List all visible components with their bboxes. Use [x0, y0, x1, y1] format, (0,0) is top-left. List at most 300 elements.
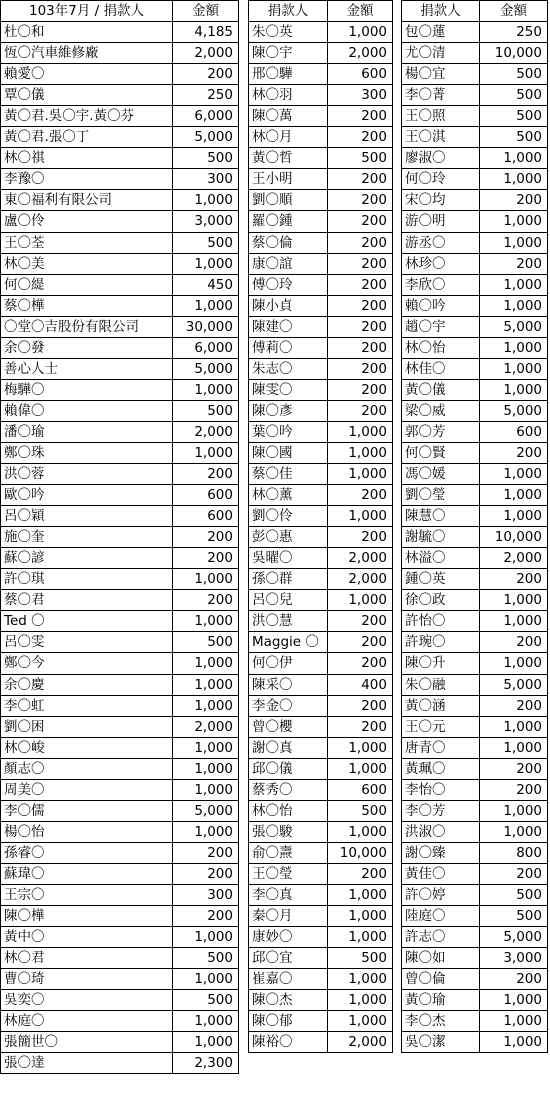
donation-amount: 500 [480, 64, 548, 85]
donation-amount: 1,000 [328, 927, 393, 948]
table-row [249, 548, 393, 569]
table-row [249, 695, 393, 716]
donation-amount: 1,000 [328, 506, 393, 527]
donation-amount: 200 [173, 548, 239, 569]
donation-amount: 200 [480, 969, 548, 990]
donor-name: 王〇淇 [402, 127, 480, 148]
table-row [402, 106, 548, 127]
donor-header: 捐款人 [402, 1, 480, 22]
donor-name: 楊〇怡 [1, 821, 173, 842]
table-row [402, 485, 548, 506]
table-row [249, 884, 393, 905]
donor-name: 林〇怡 [249, 800, 328, 821]
donor-name: 曹〇琦 [1, 969, 173, 990]
donor-name: 陳〇升 [402, 653, 480, 674]
donation-amount: 1,000 [328, 906, 393, 927]
donor-name: 蔡〇君 [1, 590, 173, 611]
donation-amount: 1,000 [173, 695, 239, 716]
donor-name: 歐〇吟 [1, 485, 173, 506]
donation-amount: 200 [328, 695, 393, 716]
donation-amount: 200 [480, 253, 548, 274]
donor-name: 林〇怡 [402, 337, 480, 358]
table-row [1, 485, 239, 506]
donor-name: 賴偉〇 [1, 400, 173, 421]
donation-amount: 500 [480, 884, 548, 905]
donor-name: 許琬〇 [402, 632, 480, 653]
donation-amount: 300 [328, 85, 393, 106]
donor-name: 蔡〇佳 [249, 464, 328, 485]
donation-amount: 1,000 [328, 884, 393, 905]
table-row [249, 148, 393, 169]
donation-amount: 1,000 [328, 758, 393, 779]
donor-name: 王〇荃 [1, 232, 173, 253]
table-row [1, 232, 239, 253]
donation-amount: 500 [480, 127, 548, 148]
donation-amount: 2,000 [173, 716, 239, 737]
donation-amount: 1,000 [173, 821, 239, 842]
table-row [402, 274, 548, 295]
table-row [1, 821, 239, 842]
table-row [402, 906, 548, 927]
donation-amount: 5,000 [480, 927, 548, 948]
donor-name: 唐青〇 [402, 737, 480, 758]
donation-amount: 200 [480, 863, 548, 884]
donor-name: 鄭〇珠 [1, 442, 173, 463]
table-row [1, 737, 239, 758]
donation-amount: 500 [480, 906, 548, 927]
table-body [402, 22, 548, 1053]
donor-name: 顏志〇 [1, 758, 173, 779]
donor-name: 朱志〇 [249, 358, 328, 379]
table-row [1, 442, 239, 463]
table-row [249, 400, 393, 421]
table-row [1, 211, 239, 232]
donation-amount: 5,000 [173, 358, 239, 379]
donation-amount: 1,000 [328, 421, 393, 442]
donor-name: 黃〇君.張〇丁 [1, 127, 173, 148]
donor-name: 陳〇國 [249, 442, 328, 463]
table-row [1, 148, 239, 169]
donor-name: Maggie 〇 [249, 632, 328, 653]
donor-name: 陳采〇 [249, 674, 328, 695]
donor-name: 邱〇儀 [249, 758, 328, 779]
donation-amount: 2,000 [328, 548, 393, 569]
donor-name: 吳奕〇 [1, 990, 173, 1011]
donor-name: 黃〇儀 [402, 379, 480, 400]
donor-name: 林〇君 [1, 948, 173, 969]
table-row [249, 64, 393, 85]
donation-amount: 1,000 [480, 274, 548, 295]
donor-name: 郭〇芳 [402, 421, 480, 442]
donation-amount: 800 [480, 842, 548, 863]
donor-name: Ted 〇 [1, 611, 173, 632]
donor-name: 林珍〇 [402, 253, 480, 274]
donation-amount: 200 [328, 106, 393, 127]
donor-name: 許志〇 [402, 927, 480, 948]
table-row [402, 716, 548, 737]
donation-amount: 600 [173, 506, 239, 527]
table-row [249, 1011, 393, 1032]
donor-name: 游〇明 [402, 211, 480, 232]
table-row [1, 400, 239, 421]
donor-name: 呂〇兒 [249, 590, 328, 611]
table-row [249, 22, 393, 43]
table-row [249, 569, 393, 590]
table-row [1, 1053, 239, 1074]
donor-name: 黃〇君.吳〇宇.黃〇芬 [1, 106, 173, 127]
table-row [402, 527, 548, 548]
donor-name: 張簡世〇 [1, 1032, 173, 1053]
donor-name: 陳裕〇 [249, 1032, 328, 1053]
donation-amount: 200 [328, 295, 393, 316]
donation-amount: 200 [328, 358, 393, 379]
table-row [1, 22, 239, 43]
donation-amount: 1,000 [480, 379, 548, 400]
donation-amount: 1,000 [328, 1011, 393, 1032]
table-row [402, 421, 548, 442]
donation-amount: 1,000 [328, 990, 393, 1011]
donation-amount: 1,000 [480, 464, 548, 485]
donor-name: 吳〇潔 [402, 1032, 480, 1053]
table-row [402, 442, 548, 463]
table-row [402, 295, 548, 316]
table-row [1, 1011, 239, 1032]
donation-amount: 200 [328, 716, 393, 737]
table-row [249, 948, 393, 969]
donor-name: 康妙〇 [249, 927, 328, 948]
donor-name: 李欣〇 [402, 274, 480, 295]
donor-name: 劉〇瑩 [402, 485, 480, 506]
table-row [1, 127, 239, 148]
donor-header: 103年7月 / 捐款人 [1, 1, 173, 22]
table-row [1, 632, 239, 653]
donation-amount: 10,000 [480, 527, 548, 548]
table-row [402, 800, 548, 821]
donor-name: 蔡〇倫 [249, 232, 328, 253]
donation-amount: 1,000 [480, 148, 548, 169]
table-row [1, 948, 239, 969]
table-row [249, 169, 393, 190]
donor-name: 陳〇樺 [1, 906, 173, 927]
donor-name: 陳雯〇 [249, 379, 328, 400]
donation-amount: 200 [328, 611, 393, 632]
donation-amount: 1,000 [328, 821, 393, 842]
donation-amount: 1,000 [173, 442, 239, 463]
donation-amount: 1,000 [480, 990, 548, 1011]
table-row [402, 737, 548, 758]
donation-amount: 4,185 [173, 22, 239, 43]
table-row [402, 884, 548, 905]
donation-amount: 200 [328, 232, 393, 253]
donation-amount: 1,000 [173, 779, 239, 800]
donor-name: 曾〇倫 [402, 969, 480, 990]
donation-amount: 2,300 [173, 1053, 239, 1074]
donor-name: 潘〇瑜 [1, 421, 173, 442]
donation-amount: 1,000 [173, 611, 239, 632]
table-row [1, 758, 239, 779]
table-row [249, 863, 393, 884]
donor-name: 覃〇儀 [1, 85, 173, 106]
donor-name: 謝〇臻 [402, 842, 480, 863]
table-row [402, 190, 548, 211]
donor-name: 陳〇杰 [249, 990, 328, 1011]
table-row [1, 800, 239, 821]
table-row [1, 863, 239, 884]
donation-amount: 1,000 [328, 737, 393, 758]
table-row [402, 43, 548, 64]
donor-name: 趙〇宇 [402, 316, 480, 337]
table-row [402, 779, 548, 800]
donation-amount: 600 [480, 421, 548, 442]
table-row [249, 842, 393, 863]
table-row [249, 421, 393, 442]
donor-name: 何〇伊 [249, 653, 328, 674]
table-row [249, 274, 393, 295]
donation-amount: 500 [173, 990, 239, 1011]
donation-amount: 500 [328, 148, 393, 169]
table-header-row [1, 1, 239, 22]
donor-name: 黃〇涵 [402, 695, 480, 716]
donation-amount: 200 [480, 569, 548, 590]
donation-amount: 1,000 [173, 653, 239, 674]
table-header-row [249, 1, 393, 22]
donation-amount: 200 [328, 337, 393, 358]
donor-name: 林〇月 [249, 127, 328, 148]
donation-amount: 500 [173, 948, 239, 969]
table-row [1, 569, 239, 590]
table-row [249, 737, 393, 758]
donation-amount: 1,000 [328, 442, 393, 463]
table-row [249, 464, 393, 485]
donor-name: 傅莉〇 [249, 337, 328, 358]
donor-name: 劉〇困 [1, 716, 173, 737]
donor-name: 林佳〇 [402, 358, 480, 379]
table-row [1, 884, 239, 905]
table-row [402, 316, 548, 337]
donor-name: 王〇元 [402, 716, 480, 737]
donation-amount: 10,000 [480, 43, 548, 64]
donor-name: 盧〇伶 [1, 211, 173, 232]
table-row [249, 190, 393, 211]
donation-amount: 1,000 [173, 674, 239, 695]
donation-amount: 200 [328, 253, 393, 274]
donation-amount: 5,000 [480, 400, 548, 421]
table-row [1, 906, 239, 927]
donation-amount: 200 [173, 863, 239, 884]
donor-name: 蘇瑋〇 [1, 863, 173, 884]
donor-name: 黃珮〇 [402, 758, 480, 779]
donation-amount: 1,000 [480, 506, 548, 527]
donation-amount: 200 [328, 379, 393, 400]
donor-name: 林〇羽 [249, 85, 328, 106]
donor-name: 周美〇 [1, 779, 173, 800]
donation-amount: 200 [173, 590, 239, 611]
donor-name: 孫睿〇 [1, 842, 173, 863]
table-row [249, 821, 393, 842]
donor-name: 黃〇哲 [249, 148, 328, 169]
donation-amount: 1,000 [480, 169, 548, 190]
donor-name: 張〇駿 [249, 821, 328, 842]
donor-name: 俞〇燾 [249, 842, 328, 863]
donor-name: 陳〇宇 [249, 43, 328, 64]
table-row [249, 969, 393, 990]
donation-amount: 200 [328, 274, 393, 295]
donation-amount: 1,000 [480, 232, 548, 253]
table-row [402, 969, 548, 990]
donation-amount: 200 [328, 863, 393, 884]
donation-amount: 1,000 [480, 800, 548, 821]
donor-name: 李金〇 [249, 695, 328, 716]
donation-amount: 250 [173, 85, 239, 106]
donation-amount: 5,000 [173, 800, 239, 821]
table-row [1, 716, 239, 737]
donation-amount: 1,000 [173, 1032, 239, 1053]
donor-name: 王宗〇 [1, 884, 173, 905]
donor-name: 游丞〇 [402, 232, 480, 253]
donor-name: 施〇奎 [1, 527, 173, 548]
donation-amount: 500 [173, 148, 239, 169]
donor-name: 朱〇英 [249, 22, 328, 43]
donor-name: 陳小貞 [249, 295, 328, 316]
table-row [1, 106, 239, 127]
table-row [249, 316, 393, 337]
donor-name: 何〇賢 [402, 442, 480, 463]
donation-amount: 200 [328, 485, 393, 506]
table-row [1, 464, 239, 485]
table-row [249, 674, 393, 695]
donor-name: 陳建〇 [249, 316, 328, 337]
donor-name: 謝〇真 [249, 737, 328, 758]
table-row [1, 506, 239, 527]
donation-amount: 6,000 [173, 337, 239, 358]
donor-name: 梁〇威 [402, 400, 480, 421]
donation-amount: 1,000 [173, 1011, 239, 1032]
donor-name: 洪〇慧 [249, 611, 328, 632]
donation-amount: 200 [328, 527, 393, 548]
donation-amount: 400 [328, 674, 393, 695]
donation-amount: 200 [480, 190, 548, 211]
donation-amount: 500 [480, 85, 548, 106]
donor-name: 〇堂〇吉股份有限公司 [1, 316, 173, 337]
donor-name: 蘇〇諺 [1, 548, 173, 569]
donation-amount: 200 [328, 316, 393, 337]
donation-amount: 1,000 [173, 379, 239, 400]
donor-name: 賴〇吟 [402, 295, 480, 316]
donor-name: 劉〇順 [249, 190, 328, 211]
table-row [1, 190, 239, 211]
table-row [1, 674, 239, 695]
table-row [402, 632, 548, 653]
table-row [402, 506, 548, 527]
table-row [402, 169, 548, 190]
donation-amount: 1,000 [173, 253, 239, 274]
table-row [249, 758, 393, 779]
table-row [402, 548, 548, 569]
table-row [402, 842, 548, 863]
table-row [249, 1032, 393, 1053]
donation-amount: 1,000 [480, 211, 548, 232]
donation-amount: 1,000 [480, 337, 548, 358]
donor-name: 王〇照 [402, 106, 480, 127]
table-row [402, 590, 548, 611]
table-row [1, 990, 239, 1011]
donation-amount: 3,000 [480, 948, 548, 969]
table-row [402, 64, 548, 85]
table-row [402, 1011, 548, 1032]
table-row [249, 927, 393, 948]
table-row [402, 674, 548, 695]
donor-name: 何〇玲 [402, 169, 480, 190]
donation-amount: 1,000 [173, 190, 239, 211]
donor-name: 劉〇伶 [249, 506, 328, 527]
donor-name: 林溢〇 [402, 548, 480, 569]
donor-name: 邱〇宜 [249, 948, 328, 969]
donation-amount: 3,000 [173, 211, 239, 232]
table-row [1, 527, 239, 548]
table-row [249, 106, 393, 127]
table-row [249, 232, 393, 253]
table-row [402, 400, 548, 421]
donation-amount: 600 [328, 779, 393, 800]
donation-amount: 200 [328, 400, 393, 421]
table-row [402, 379, 548, 400]
donor-name: 洪淑〇 [402, 821, 480, 842]
table-row [402, 337, 548, 358]
donor-name: 善心人士 [1, 358, 173, 379]
donation-amount: 500 [173, 232, 239, 253]
table-row [402, 232, 548, 253]
donor-name: 王小明 [249, 169, 328, 190]
donation-amount: 1,000 [173, 737, 239, 758]
table-row [1, 64, 239, 85]
table-row [249, 590, 393, 611]
donor-name: 何〇緹 [1, 274, 173, 295]
donation-amount: 200 [328, 190, 393, 211]
table-row [402, 821, 548, 842]
donation-amount: 1,000 [480, 295, 548, 316]
donor-name: 李怡〇 [402, 779, 480, 800]
donation-amount: 1,000 [480, 821, 548, 842]
donation-amount: 500 [480, 106, 548, 127]
donation-amount: 300 [173, 169, 239, 190]
donor-name: 孫〇群 [249, 569, 328, 590]
donor-name: 葉〇吟 [249, 421, 328, 442]
table-row [402, 695, 548, 716]
donation-amount: 200 [173, 464, 239, 485]
donor-name: 林〇祺 [1, 148, 173, 169]
table-body [249, 22, 393, 1053]
donor-name: 賴愛〇 [1, 64, 173, 85]
donor-name: 傅〇玲 [249, 274, 328, 295]
table-row [249, 379, 393, 400]
donor-header: 捐款人 [249, 1, 328, 22]
table-row [402, 127, 548, 148]
donor-name: 陳〇郁 [249, 1011, 328, 1032]
donation-amount: 500 [173, 400, 239, 421]
table-row [1, 85, 239, 106]
donation-amount: 600 [328, 64, 393, 85]
table-row [402, 211, 548, 232]
donation-amount: 200 [173, 906, 239, 927]
donor-name: 林〇薰 [249, 485, 328, 506]
donation-amount: 1,000 [480, 716, 548, 737]
donor-name: 朱〇融 [402, 674, 480, 695]
table-row [402, 358, 548, 379]
donor-name: 曾〇櫻 [249, 716, 328, 737]
donation-amount: 1,000 [480, 737, 548, 758]
donor-name: 恆〇汽車維修廠 [1, 43, 173, 64]
donation-amount: 2,000 [328, 43, 393, 64]
